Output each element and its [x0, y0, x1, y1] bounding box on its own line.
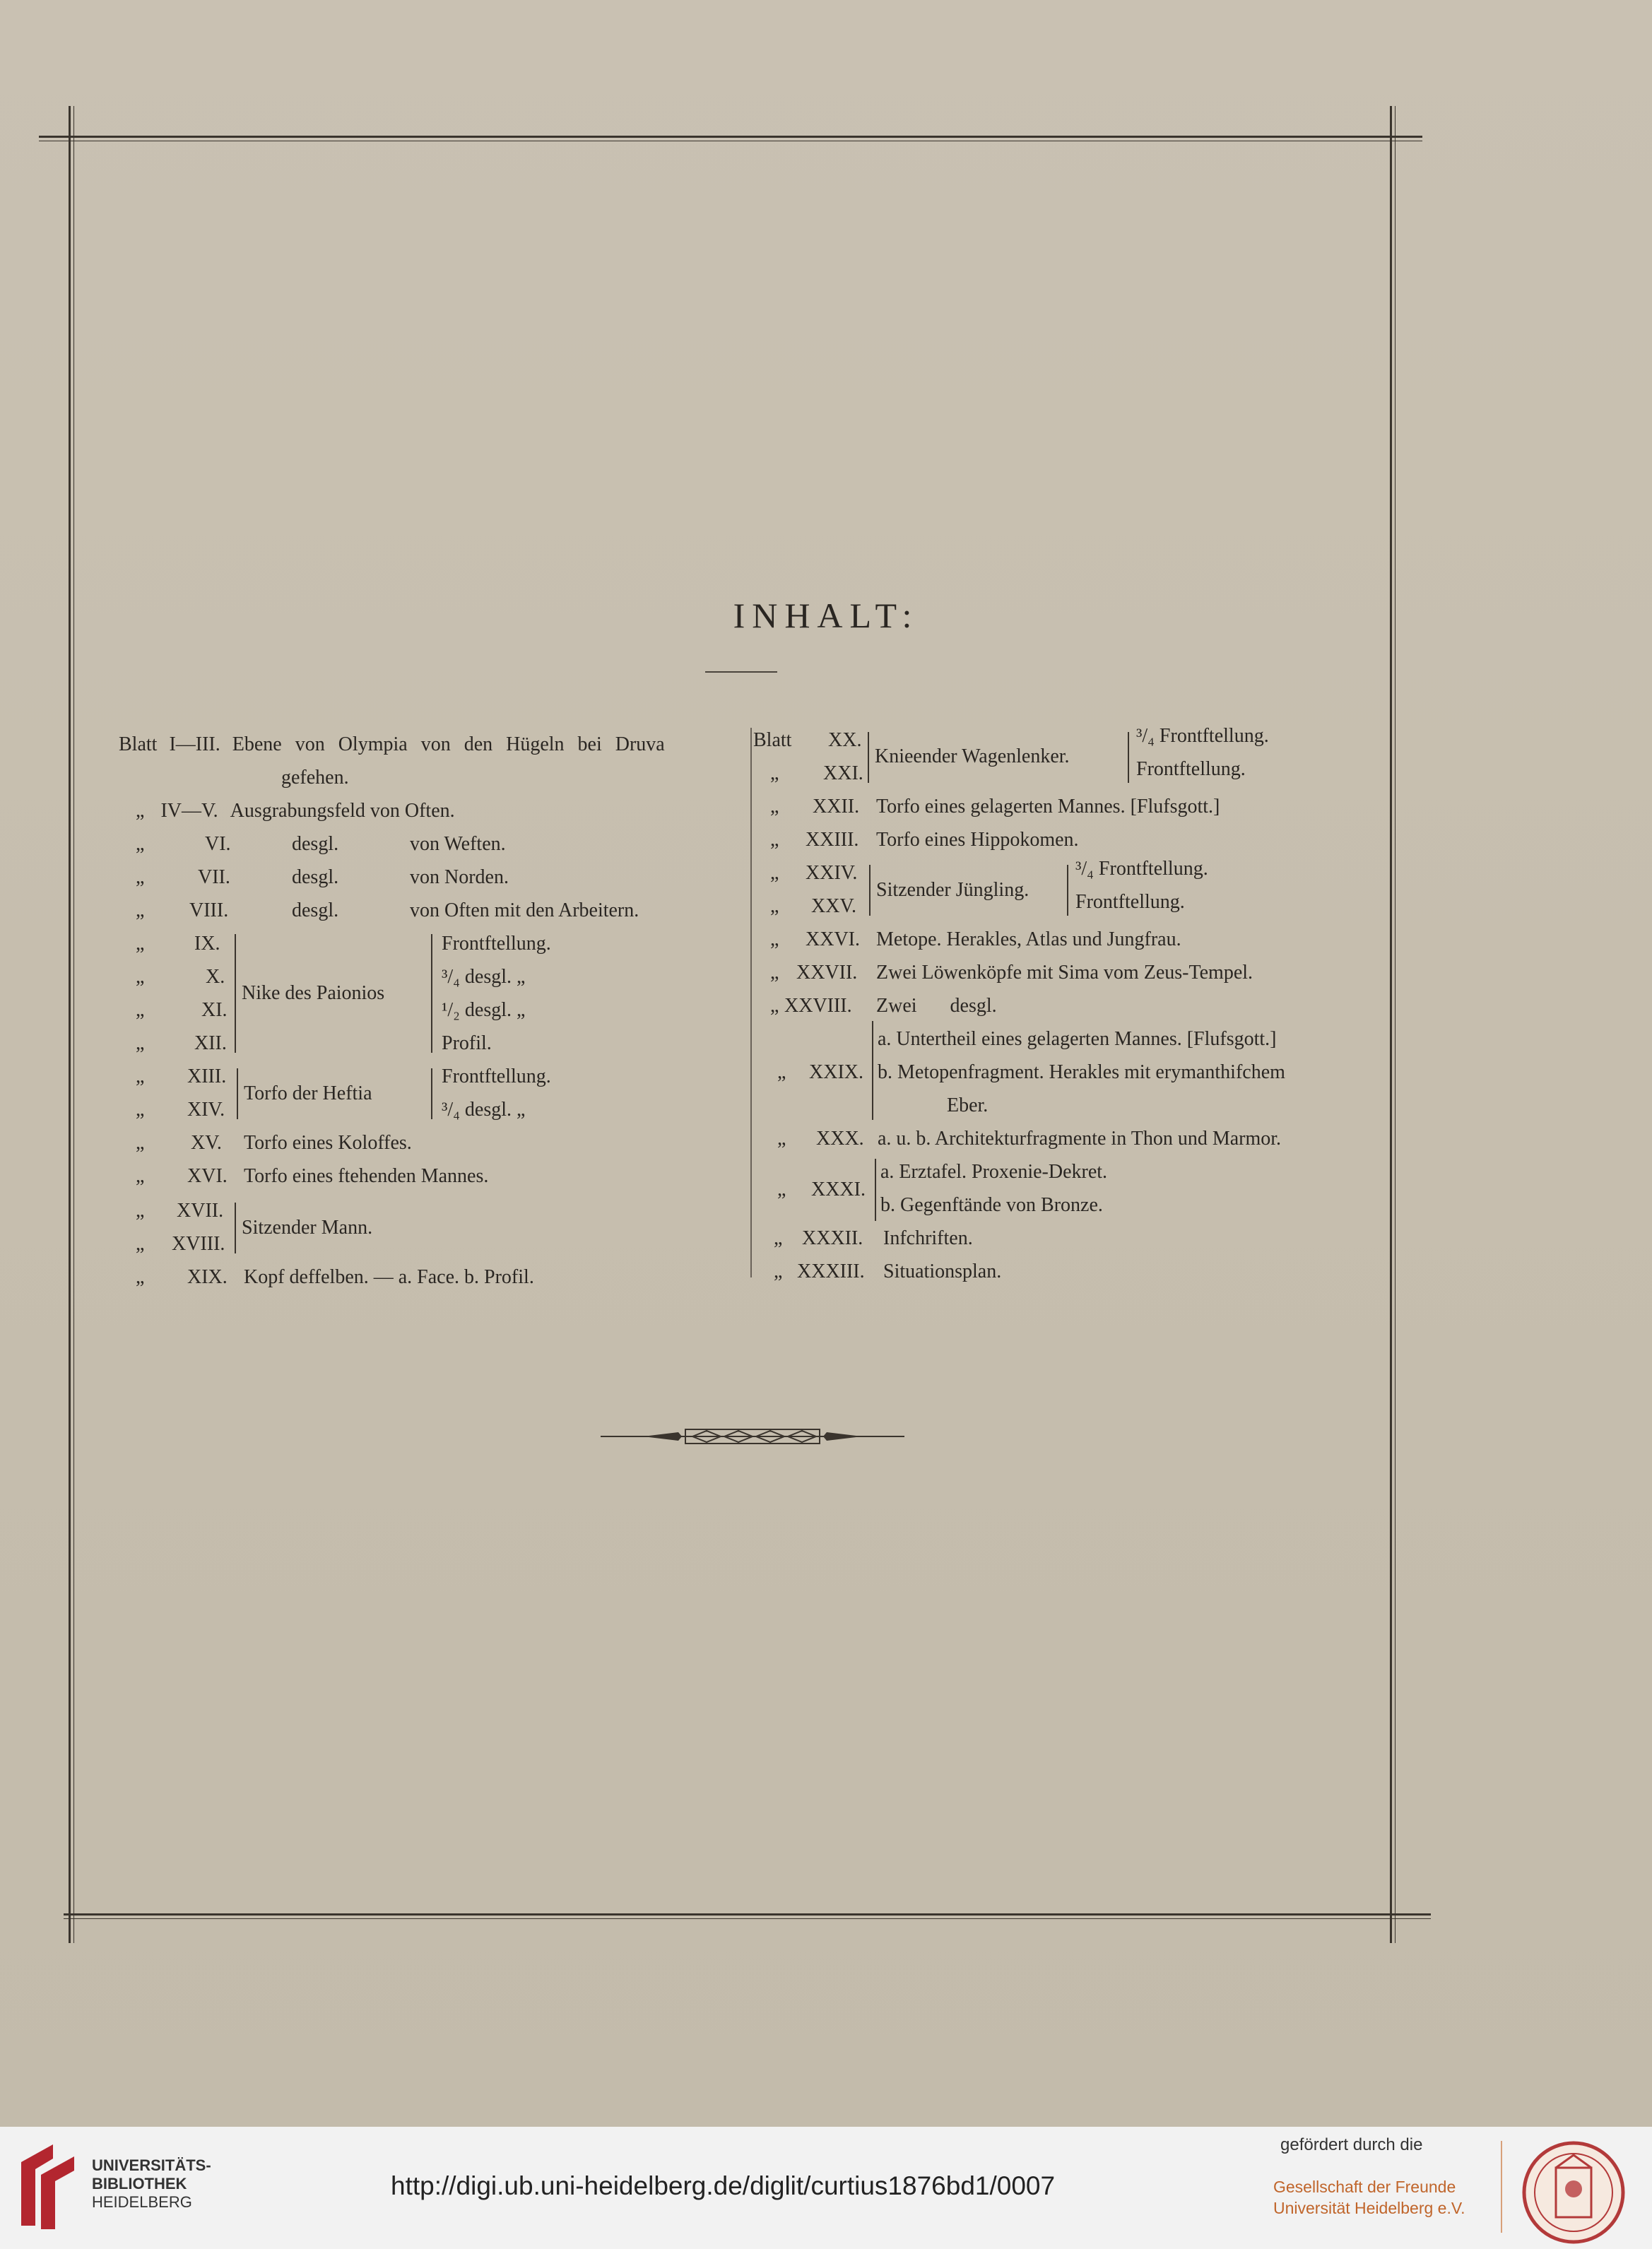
view-label: Frontftellung. — [442, 1066, 551, 1087]
list-item-text: b. Metopenfragment. Herakles mit erymanthifchem — [878, 1061, 1285, 1083]
list-item: „ — [136, 833, 145, 855]
brace — [431, 934, 432, 1053]
list-item-text: von Often mit den Arbeitern. — [410, 899, 639, 921]
brace — [1128, 732, 1129, 783]
list-item-number: XXX. — [816, 1128, 864, 1150]
list-item-prefix: „ — [136, 1200, 145, 1222]
list-item-number: XIX. — [187, 1266, 228, 1288]
list-item-text: a. Erztafel. Proxenie-Dekret. — [880, 1161, 1108, 1183]
library-name: UNIVERSITÄTS- BIBLIOTHEK HEIDELBERG — [92, 2156, 211, 2211]
list-item-prefix: „ — [136, 1066, 145, 1087]
frame-left-rule — [69, 106, 71, 1943]
list-item-number: XXIV. — [806, 862, 858, 884]
list-item-number: XXI. — [823, 762, 863, 784]
list-item-prefix: „ — [770, 928, 779, 950]
brace — [237, 1068, 238, 1119]
list-item-prefix: „ — [136, 1266, 145, 1288]
list-item-number: VII. — [198, 866, 230, 888]
frame-right-rule-inner — [1395, 106, 1396, 1943]
group-label: Torfo der Heftia — [244, 1082, 372, 1104]
frame-top-rule — [39, 136, 1422, 138]
brace — [235, 934, 236, 1053]
ornament-divider — [601, 1424, 904, 1449]
list-item: „ IV—V. Ausgrabungsfeld von Often. — [136, 800, 455, 822]
list-item-prefix: „ — [774, 1261, 783, 1282]
list-item-prefix: Blatt — [753, 729, 792, 751]
group-label: Sitzender Jüngling. — [876, 879, 1029, 901]
list-item-text: Metope. Herakles, Atlas und Jungfrau. — [876, 928, 1181, 950]
title-underline — [705, 671, 777, 673]
library-logo-icon — [14, 2141, 85, 2233]
list-item-text: Zwei Löwenköpfe mit Sima vom Zeus-Tempel. — [876, 962, 1253, 984]
list-item-prefix: „ — [777, 1128, 786, 1150]
sponsor-intro: gefördert durch die — [1280, 2135, 1423, 2154]
permalink-url[interactable]: http://digi.ub.uni-heidelberg.de/diglit/curtius1876bd1/0007 — [391, 2171, 1056, 2200]
list-item-prefix: „ — [136, 933, 145, 955]
list-item-text: von Norden. — [410, 866, 509, 888]
brace — [868, 732, 869, 783]
list-item-number: XVIII. — [172, 1233, 225, 1255]
list-item-text: Zwei desgl. — [876, 995, 997, 1017]
list-item-text: a. u. b. Architekturfragmente in Thon und Marmor. — [878, 1128, 1282, 1150]
brace — [869, 865, 871, 916]
view-label: Frontftellung. — [1075, 891, 1185, 913]
brace — [872, 1021, 873, 1120]
brace — [235, 1203, 236, 1253]
frame-left-rule-inner — [73, 106, 74, 1943]
list-item-prefix: „ — [136, 866, 145, 888]
list-item-text: Eber. — [947, 1094, 989, 1116]
view-label: ³/₄ Frontftellung. — [1075, 858, 1208, 880]
list-item-text: Infchriften. — [883, 1227, 973, 1249]
list-item-number: XXIII. — [806, 829, 859, 851]
list-item-text: desgl. — [292, 899, 339, 921]
list-item-prefix: „ — [770, 762, 779, 784]
view-label: ³/₄ Frontftellung. — [1136, 725, 1269, 747]
list-item-number: XI. — [201, 999, 228, 1021]
list-item-number: X. — [206, 966, 225, 988]
frame-right-rule — [1390, 106, 1392, 1943]
list-item-prefix: „ — [777, 1179, 786, 1200]
university-seal-icon — [1521, 2139, 1627, 2245]
list-item-number: XXV. — [811, 895, 857, 917]
list-item-number: VI. — [205, 833, 231, 855]
list-item-text: Situationsplan. — [883, 1261, 1002, 1282]
list-item-prefix: „ — [774, 1227, 783, 1249]
view-label: Frontftellung. — [1136, 758, 1246, 780]
frame-bottom-rule — [64, 1913, 1431, 1916]
list-item-prefix: „ — [136, 1099, 145, 1121]
list-item-prefix: „ — [136, 999, 145, 1021]
footer-separator — [1501, 2141, 1502, 2233]
view-label: ¹/₂ desgl. „ — [442, 999, 526, 1021]
group-label: Sitzender Mann. — [242, 1217, 373, 1239]
view-label: ³/₄ desgl. „ — [442, 1099, 526, 1121]
list-item-number: XXVII. — [796, 962, 858, 984]
brace — [431, 1068, 432, 1119]
list-item-prefix: „ — [136, 899, 145, 921]
list-item-number: XXVI. — [806, 928, 860, 950]
view-label: ³/₄ desgl. „ — [442, 966, 526, 988]
page-title: INHALT: — [733, 596, 919, 635]
list-item-number: XXXIII. — [797, 1261, 865, 1282]
list-item-text: desgl. — [292, 833, 339, 855]
list-item-number: XXIX. — [809, 1061, 863, 1083]
list-item-text: Torfo eines Hippokomen. — [876, 829, 1079, 851]
column-divider — [750, 728, 752, 1277]
sponsor-name: Gesellschaft der Freunde Universität Heidelberg e.V. — [1273, 2178, 1465, 2217]
list-item-prefix: „ — [136, 1165, 145, 1187]
list-item-number: XXVIII. — [784, 995, 852, 1017]
brace — [875, 1159, 876, 1221]
list-item-number: XXXI. — [811, 1179, 866, 1200]
list-item-number: XXII. — [813, 796, 860, 817]
list-item-number: XVI. — [187, 1165, 228, 1187]
list-item-prefix: „ — [136, 1032, 145, 1054]
list-item: Blatt I—III. Ebene von Olympia von den Hügeln bei Druva — [119, 733, 665, 755]
list-item-prefix: „ — [136, 1132, 145, 1154]
list-item-text: von Weften. — [410, 833, 506, 855]
view-label: Frontftellung. — [442, 933, 551, 955]
brace — [1067, 865, 1068, 916]
view-label: Profil. — [442, 1032, 492, 1054]
list-item-number: XX. — [828, 729, 862, 751]
list-item-number: IX. — [194, 933, 220, 955]
list-item-prefix: „ — [136, 966, 145, 988]
list-item-prefix: „ — [770, 829, 779, 851]
list-item-number: XV. — [191, 1132, 222, 1154]
list-item-text: a. Untertheil eines gelagerten Mannes. [Flufsgott.] — [878, 1028, 1277, 1050]
list-item-prefix: „ — [770, 995, 779, 1017]
list-item-number: XII. — [194, 1032, 227, 1054]
group-label: Knieender Wagenlenker. — [875, 745, 1070, 767]
list-item-text: Kopf deffelben. — a. Face. b. Profil. — [244, 1266, 534, 1288]
list-item-number: VIII. — [189, 899, 229, 921]
list-item-number: XVII. — [177, 1200, 224, 1222]
list-item-number: XIV. — [187, 1099, 225, 1121]
list-item-text: Torfo eines gelagerten Mannes. [Flufsgott.] — [876, 796, 1220, 817]
list-item-text: b. Gegenftände von Bronze. — [880, 1194, 1103, 1216]
list-item-prefix: „ — [770, 895, 779, 917]
list-item-prefix: „ — [770, 862, 779, 884]
group-label: Nike des Paionios — [242, 982, 385, 1004]
frame-bottom-rule-inner — [64, 1918, 1431, 1919]
list-item-prefix: „ — [770, 962, 779, 984]
list-item-prefix: „ — [770, 796, 779, 817]
list-item-text: Torfo eines ftehenden Mannes. — [244, 1165, 489, 1187]
list-item-text: Torfo eines Koloffes. — [244, 1132, 412, 1154]
list-item-text: desgl. — [292, 866, 339, 888]
list-item-number: XXXII. — [802, 1227, 863, 1249]
list-item-prefix: „ — [136, 1233, 145, 1255]
list-item: gefehen. — [281, 767, 349, 789]
list-item-prefix: „ — [777, 1061, 786, 1083]
list-item-number: XIII. — [187, 1066, 227, 1087]
